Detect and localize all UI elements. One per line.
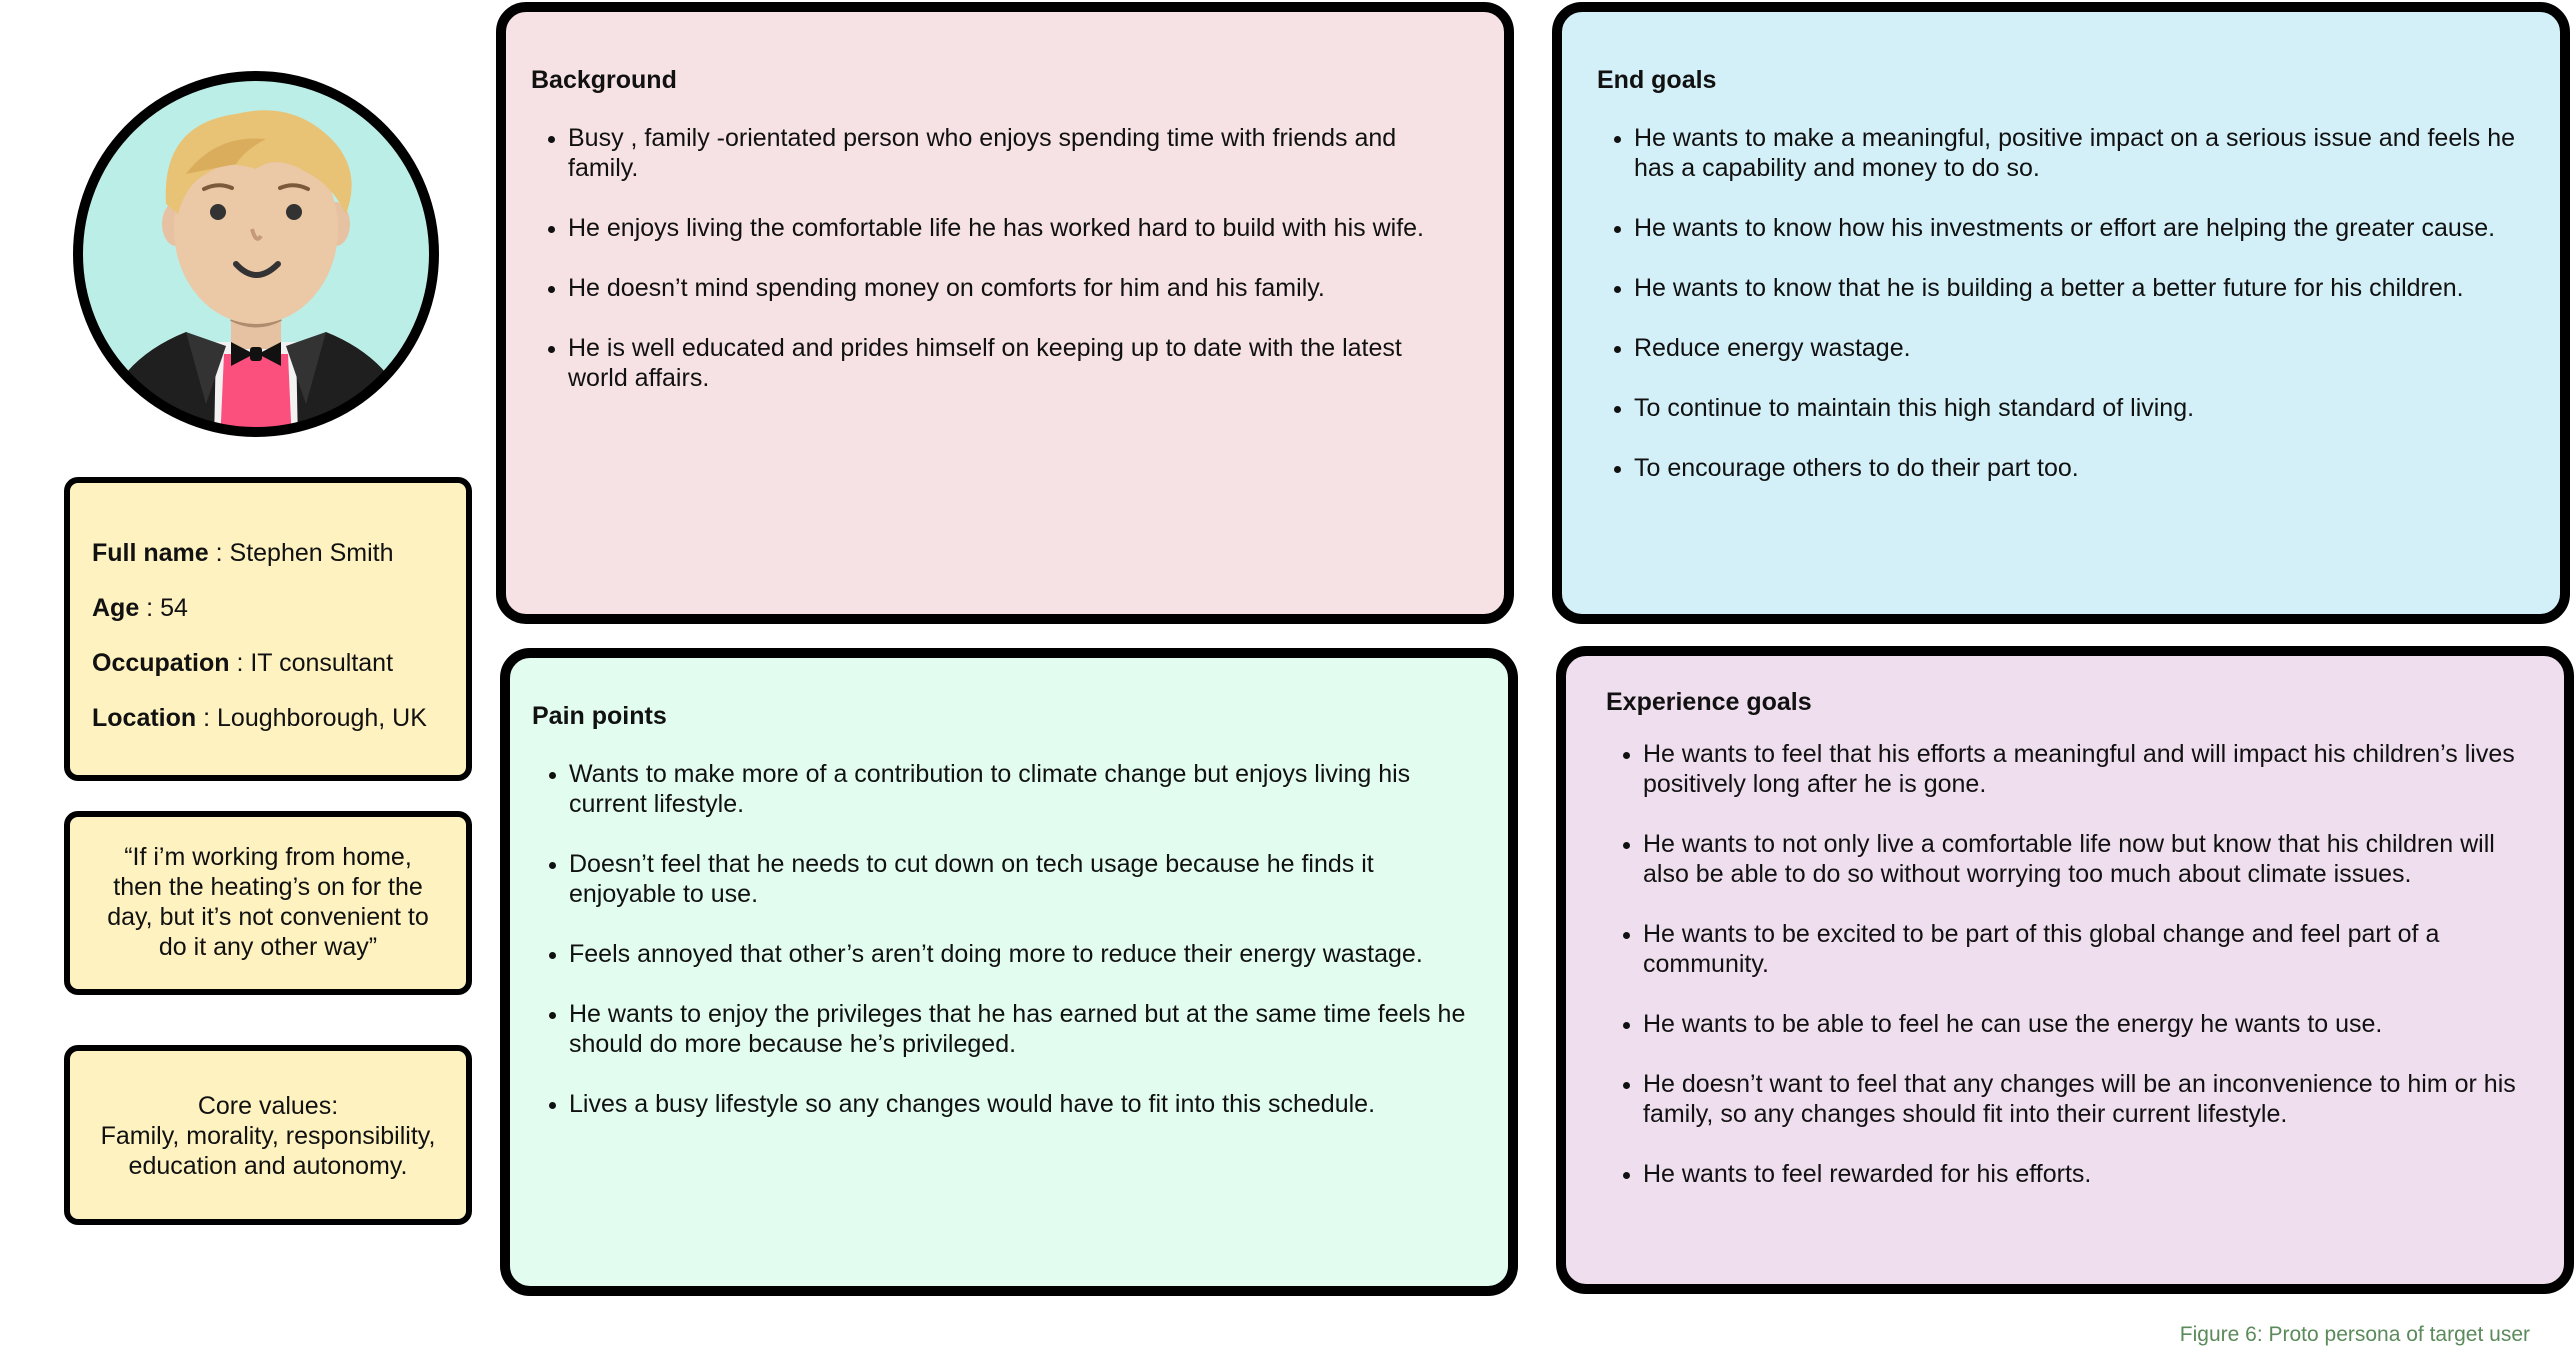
list-item: • He wants to know how his investments or effort are helping the greater cause. bbox=[1634, 213, 2520, 243]
pain-points-list bbox=[532, 759, 1468, 1119]
list-item: • He is well educated and prides himself on keeping up to date with the latest world affairs. bbox=[568, 333, 1454, 393]
background-card bbox=[496, 2, 1514, 624]
list-item: • He enjoys living the comfortable life he has worked hard to build with his wife. bbox=[568, 213, 1454, 243]
list-item: • He wants to not only live a comfortable life now but know that his children will also be able to do so without worrying too much about climate issues. bbox=[1643, 829, 2524, 889]
experience-goals-card bbox=[1556, 646, 2574, 1294]
persona-quote-box bbox=[64, 811, 472, 995]
full-name-label: Full name bbox=[92, 539, 209, 567]
list-item: • He wants to be able to feel he can use the energy he wants to use. bbox=[1643, 1009, 2524, 1039]
list-item: • Wants to make more of a contribution to climate change but enjoys living his current lifestyle. bbox=[569, 759, 1468, 819]
occupation-label: Occupation bbox=[92, 649, 230, 677]
persona-details-box bbox=[64, 477, 472, 781]
quote-line: “If i’m working from home, bbox=[124, 843, 412, 871]
quote-line: do it any other way” bbox=[158, 933, 378, 961]
persona-avatar bbox=[66, 64, 446, 444]
core-values-box bbox=[64, 1045, 472, 1225]
list-item: • He wants to enjoy the privileges that he has earned but at the same time feels he should do more because he’s privileged. bbox=[569, 999, 1468, 1059]
pain-points-card bbox=[500, 648, 1518, 1296]
list-item: • He wants to make a meaningful, positive impact on a serious issue and feels he has a capability and money to do so. bbox=[1634, 123, 2520, 183]
location-separator: : bbox=[196, 704, 218, 732]
list-item: • Doesn’t feel that he needs to cut down on tech usage because he finds it enjoyable to use. bbox=[569, 849, 1468, 909]
list-item: • Reduce energy wastage. bbox=[1634, 333, 2520, 363]
list-item: • He doesn’t mind spending money on comforts for him and his family. bbox=[568, 273, 1454, 303]
experience-goals-list bbox=[1606, 739, 2524, 1189]
core-values bbox=[70, 1091, 466, 1181]
list-item: • He doesn’t want to feel that any changes will be an inconvenience to him or his family, so any changes should fit into their current lifestyle. bbox=[1643, 1069, 2524, 1129]
background-title: Background bbox=[531, 66, 677, 94]
full-name-separator: : bbox=[208, 539, 230, 567]
quote-line: then the heating’s on for the bbox=[113, 873, 423, 901]
list-item: • He wants to be excited to be part of this global change and feel part of a community. bbox=[1643, 919, 2524, 979]
list-item: • Busy , family -orientated person who enjoys spending time with friends and family. bbox=[568, 123, 1454, 183]
age-label: Age bbox=[92, 594, 140, 622]
list-item: • Lives a busy lifestyle so any changes would have to fit into this schedule. bbox=[569, 1089, 1468, 1119]
age-row bbox=[92, 593, 466, 623]
core-values-line: education and autonomy. bbox=[128, 1152, 408, 1180]
location-value: Loughborough, UK bbox=[217, 704, 427, 732]
occupation-row bbox=[92, 648, 466, 678]
background-list bbox=[531, 123, 1454, 393]
occupation-value: IT consultant bbox=[250, 649, 394, 677]
list-item: • To encourage others to do their part too. bbox=[1634, 453, 2520, 483]
persona-avatar-icon bbox=[66, 64, 446, 444]
list-item: • He wants to know that he is building a better a better future for his children. bbox=[1634, 273, 2520, 303]
persona-quote bbox=[80, 842, 456, 962]
full-name-value: Stephen Smith bbox=[229, 539, 394, 567]
age-separator: : bbox=[139, 594, 161, 622]
experience-goals-title: Experience goals bbox=[1606, 688, 1812, 716]
age-value: 54 bbox=[160, 594, 188, 622]
location-label: Location bbox=[92, 704, 197, 732]
end-goals-list bbox=[1597, 123, 2520, 483]
end-goals-title: End goals bbox=[1597, 66, 1717, 94]
location-row bbox=[92, 703, 466, 733]
pain-points-title: Pain points bbox=[532, 702, 667, 730]
list-item: • He wants to feel that his efforts a meaningful and will impact his children’s lives positively long after he is gone. bbox=[1643, 739, 2524, 799]
core-values-line: Core values: bbox=[197, 1092, 339, 1120]
core-values-line: Family, morality, responsibility, bbox=[100, 1122, 436, 1150]
full-name-row bbox=[92, 538, 466, 568]
list-item: • To continue to maintain this high standard of living. bbox=[1634, 393, 2520, 423]
figure-caption: Figure 6: Proto persona of target user bbox=[2179, 1323, 2530, 1346]
list-item: • Feels annoyed that other’s aren’t doing more to reduce their energy wastage. bbox=[569, 939, 1468, 969]
quote-line: day, but it’s not convenient to bbox=[107, 903, 429, 931]
end-goals-card bbox=[1552, 2, 2570, 624]
occupation-separator: : bbox=[229, 649, 251, 677]
list-item: • He wants to feel rewarded for his efforts. bbox=[1643, 1159, 2524, 1189]
